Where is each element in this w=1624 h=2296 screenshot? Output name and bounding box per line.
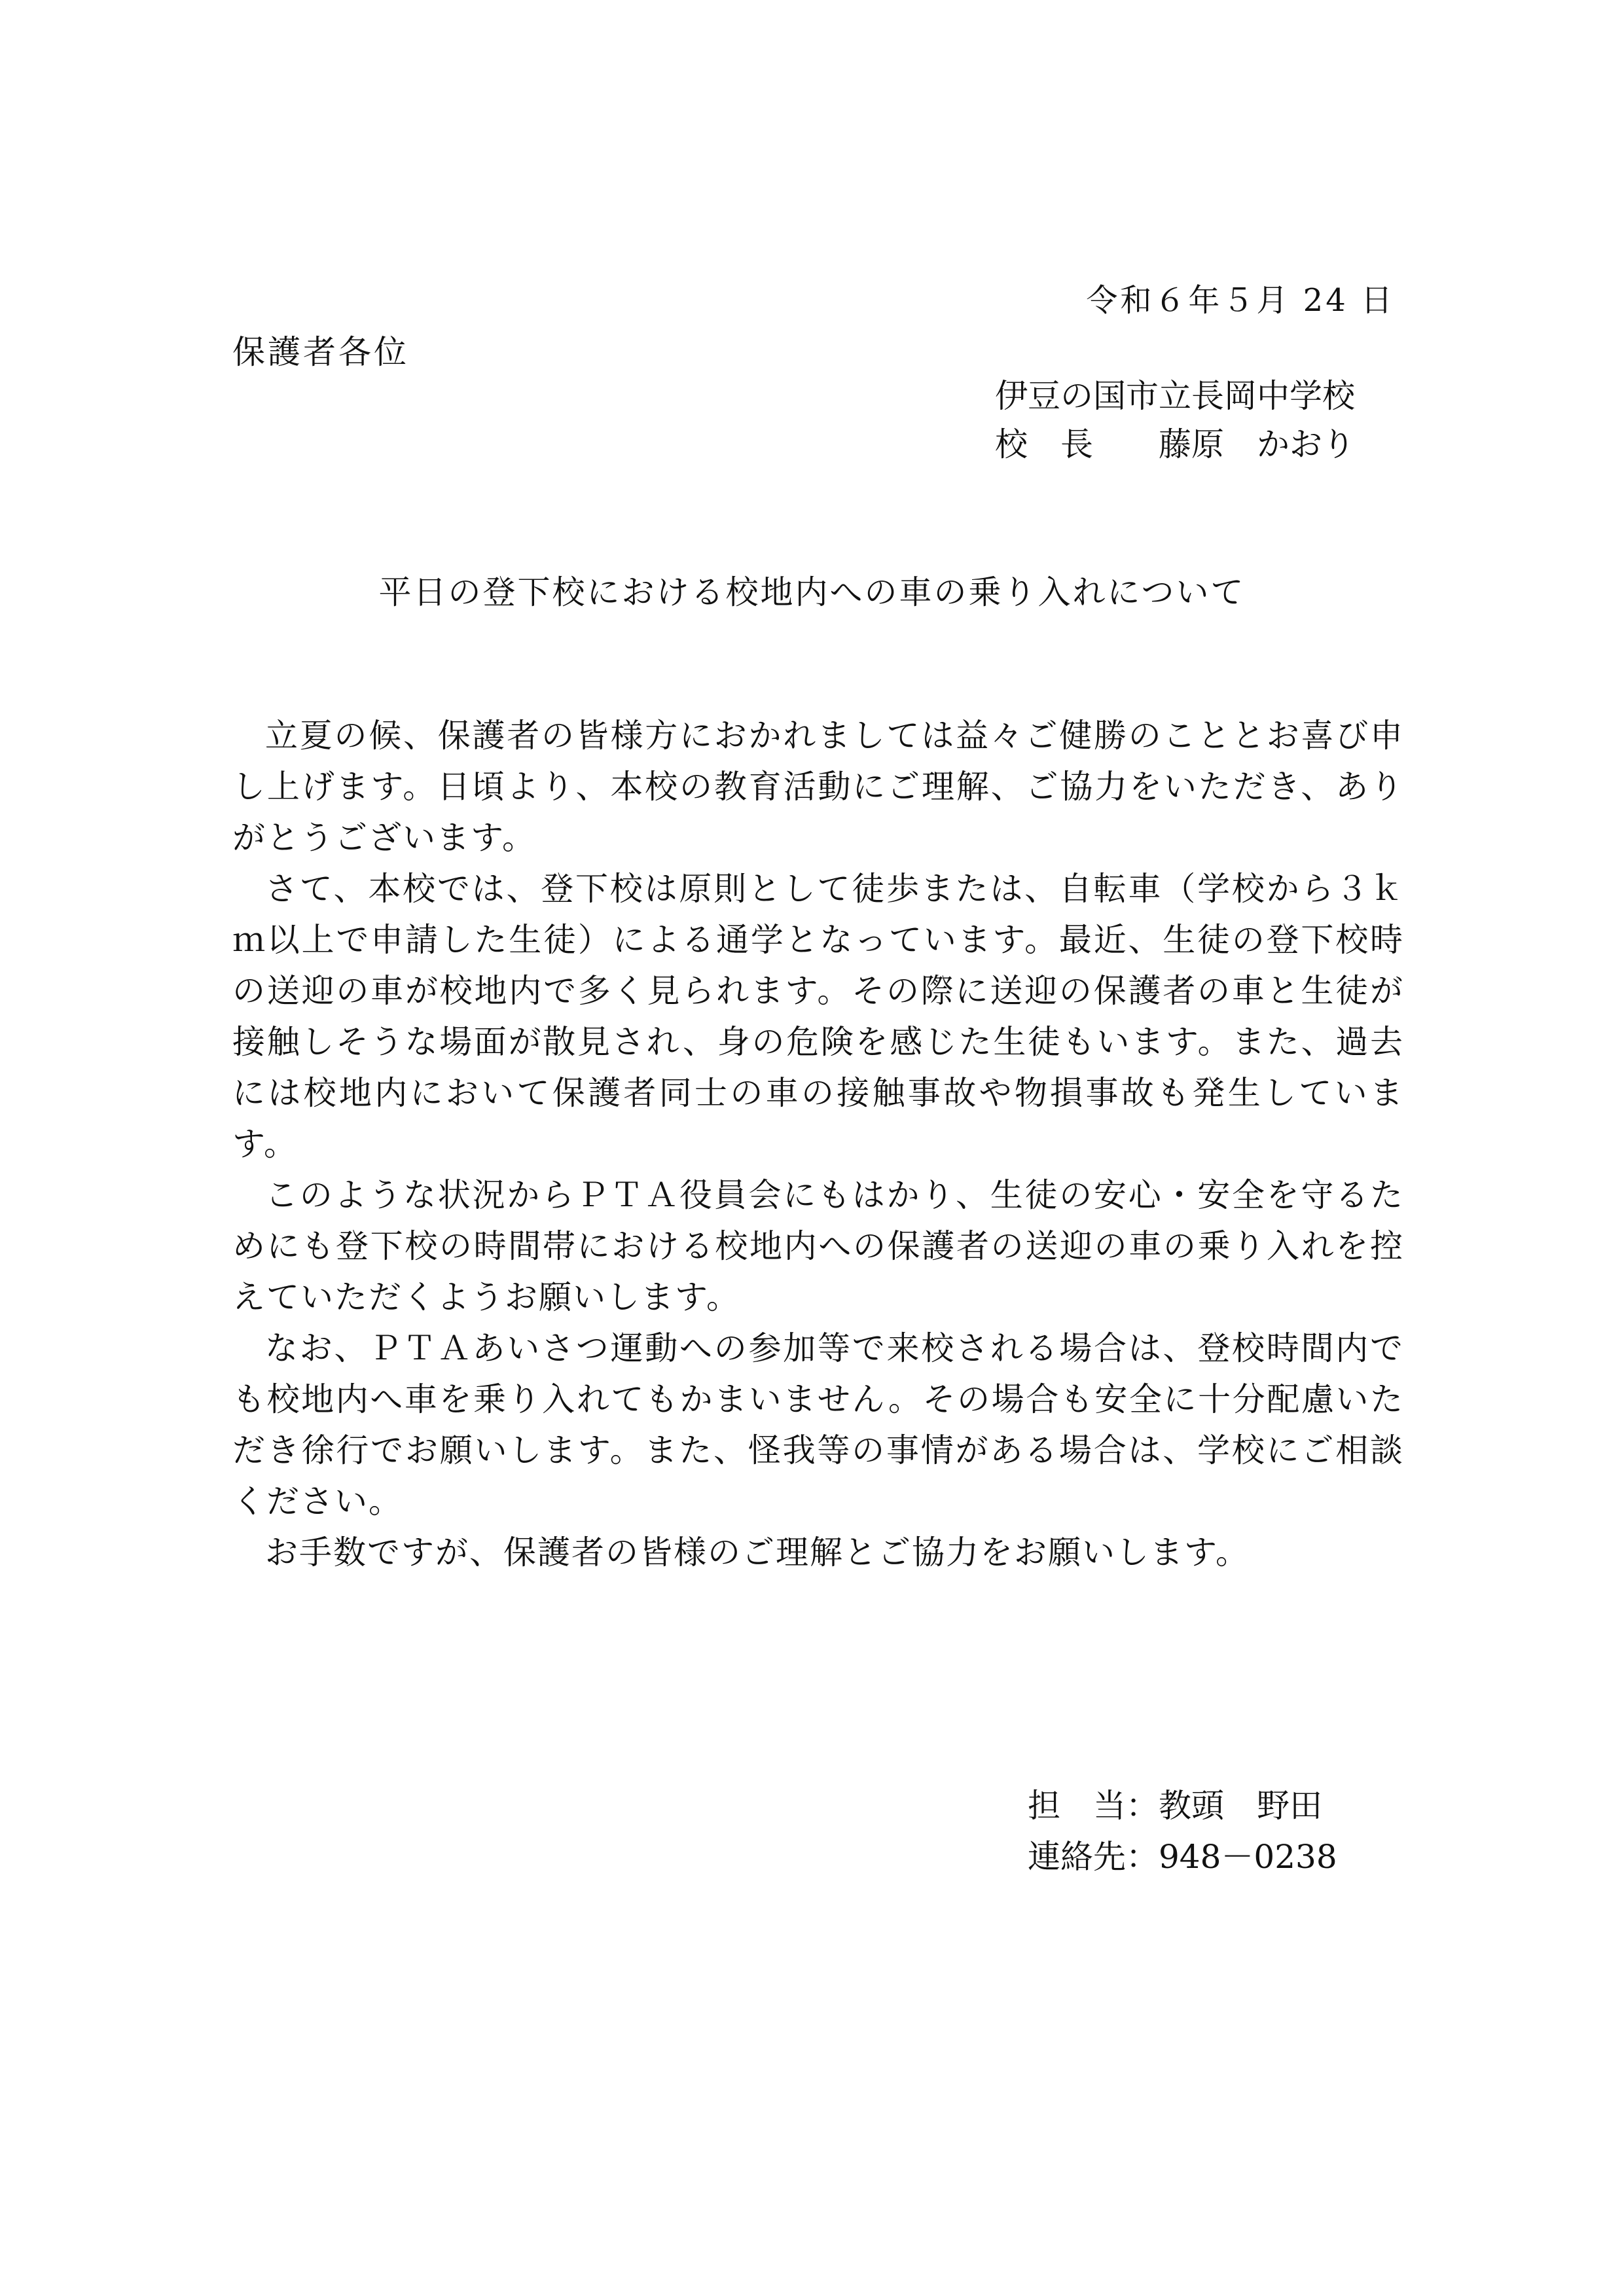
- body-paragraph: このような状況からＰＴＡ役員会にもはかり、生徒の安心・安全を守るためにも登下校の時間帯における校地内への保護者の送迎の車の乗り入れを控えていただくようお願いします。: [232, 1176, 1404, 1316]
- school-name: 伊豆の国市立長岡中学校: [995, 377, 1355, 415]
- letter-date: 令和６年５月 24 日: [1086, 282, 1395, 319]
- contact-person-label: 担 当：: [1028, 1787, 1159, 1825]
- body-paragraph: なお、ＰＴＡあいさつ運動への参加等で来校される場合は、登校時間内でも校地内へ車を乗り入れてもかまいません。その場合も安全に十分配慮いただき徐行でお願いします。また、怪我等の事情がある場合は、学校にご相談ください。: [232, 1329, 1404, 1520]
- body-paragraph: 立夏の候、保護者の皆様方におかれましては益々ご健勝のこととお喜び申し上げます。日頃より、本校の教育活動にご理解、ご協力をいただき、ありがとうございます。: [232, 717, 1404, 857]
- principal-title: 校 長: [995, 425, 1093, 463]
- contact-person-value: 教頭 野田: [1159, 1787, 1322, 1825]
- sender-block: [995, 372, 1355, 469]
- letter-body: [232, 710, 1404, 1578]
- body-paragraph: さて、本校では、登下校は原則として徒歩または、自転車（学校から３ｋｍ以上で申請した生徒）による通学となっています。最近、生徒の登下校時の送迎の車が校地内で多く見られます。その際に送迎の保護者の車と生徒が接触しそうな場面が散見され、身の危険を感じた生徒もいます。また、過去には校地内において保護者同士の車の接触事故や物損事故も発生しています。: [232, 870, 1404, 1163]
- contact-block: [1028, 1780, 1337, 1882]
- principal-name: 藤原 かおり: [1159, 425, 1355, 463]
- contact-phone-row: [1028, 1831, 1337, 1882]
- body-paragraph: お手数ですが、保護者の皆様のご理解とご協力をお願いします。: [265, 1534, 1250, 1571]
- recipient: 保護者各位: [232, 333, 409, 371]
- contact-phone-label: 連絡先：: [1028, 1838, 1159, 1876]
- contact-person-row: [1028, 1780, 1337, 1831]
- contact-phone-value: 948－0238: [1159, 1838, 1337, 1876]
- document-title: 平日の登下校における校地内への車の乗り入れについて: [378, 573, 1246, 611]
- principal-line: [995, 420, 1355, 469]
